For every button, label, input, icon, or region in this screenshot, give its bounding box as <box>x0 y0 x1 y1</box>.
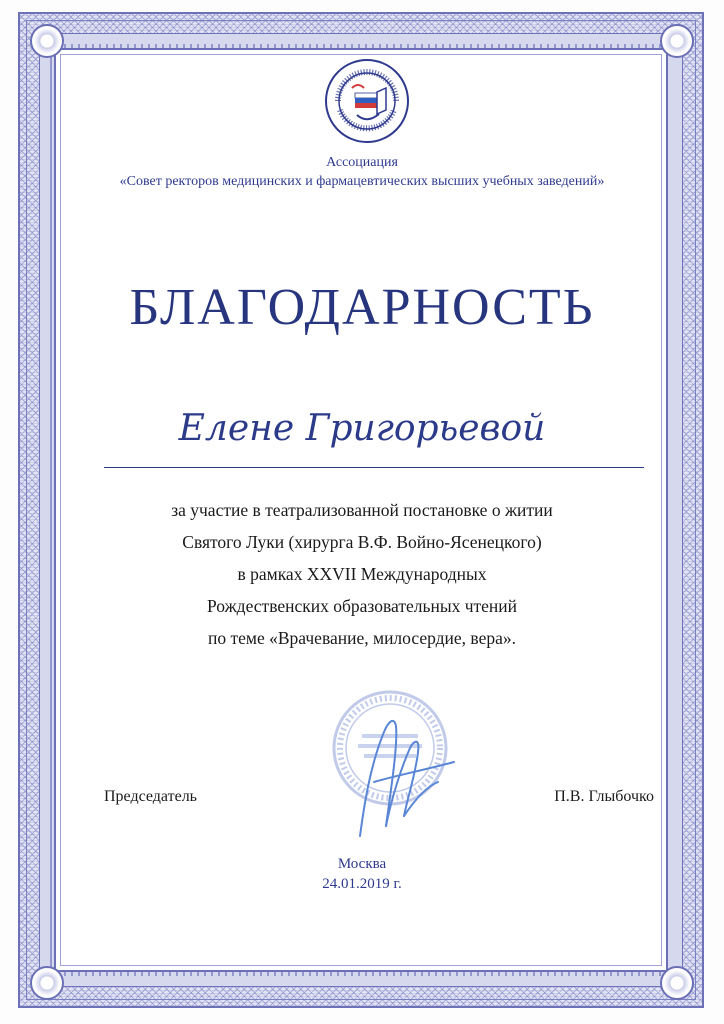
body-line: Святого Луки (хирурга В.Ф. Войно-Ясенецкого) <box>182 532 542 552</box>
chair-position-label: Председатель <box>104 788 197 805</box>
signature-and-stamp <box>298 686 498 846</box>
issue-date: 24.01.2019 г. <box>322 876 402 892</box>
corner-rosette-icon <box>30 24 64 58</box>
signer-name: П.В. Глыбочко <box>554 788 654 805</box>
corner-rosette-icon <box>660 24 694 58</box>
corner-rosette-icon <box>30 966 64 1000</box>
recipient-underline <box>104 467 644 468</box>
certificate-content <box>62 56 662 966</box>
body-line: Рождественских образовательных чтений <box>206 596 518 616</box>
document-title: БЛАГОДАРНОСТЬ <box>129 279 595 336</box>
body-line: в рамках XXVII Международных <box>237 564 487 584</box>
issue-city: Москва <box>337 856 387 872</box>
recipient-name: Елене Григорьевой <box>178 408 546 449</box>
association-name: «Совет ректоров медицинских и фармацевтических высших учебных заведений» <box>119 174 605 189</box>
association-label: Ассоциация <box>326 155 398 170</box>
body-line: за участие в театрализованной постановке о житии <box>171 500 553 520</box>
handwritten-signature-icon <box>360 721 454 836</box>
association-emblem-icon <box>324 58 410 144</box>
corner-rosette-icon <box>660 966 694 1000</box>
body-line: по теме «Врачевание, милосердие, вера». <box>208 628 516 648</box>
